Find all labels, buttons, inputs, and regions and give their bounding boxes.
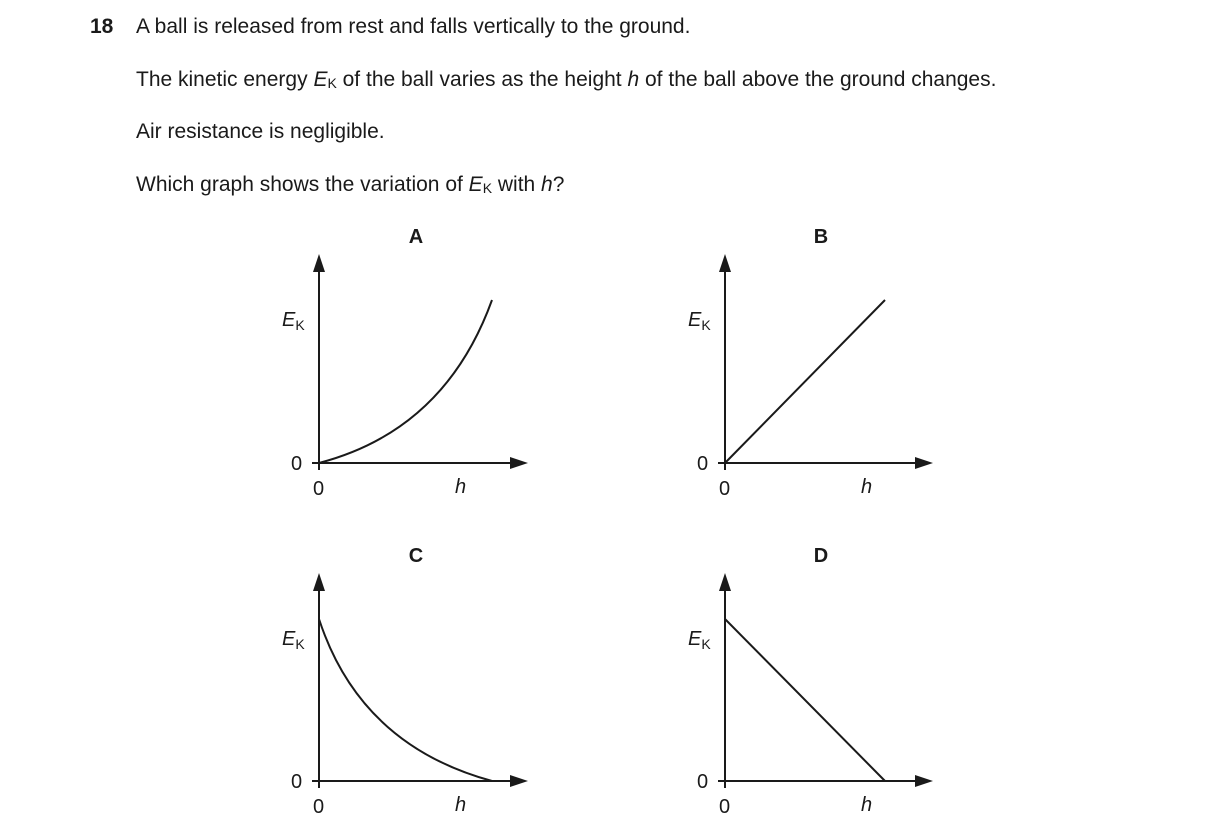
graph-c-y-label: $E_K$: [282, 628, 305, 652]
graph-c-x-arrow: [510, 775, 528, 787]
question-line-4: Which graph shows the variation of EK with h?: [136, 173, 565, 196]
graph-b-origin-x: 0: [719, 478, 731, 500]
graph-a-label: A: [408, 226, 424, 248]
question-number: 18: [90, 15, 114, 38]
graph-c-x-label: h: [455, 794, 467, 816]
graph-d-y-arrow: [719, 573, 731, 591]
graph-a-x-arrow: [510, 457, 528, 469]
graph-b-origin-y: 0: [697, 453, 709, 475]
graph-c-label: C: [408, 545, 424, 567]
graph-a-curve: [319, 300, 492, 463]
graph-d-label: D: [813, 545, 829, 567]
graph-d-origin-y: 0: [697, 771, 709, 793]
graph-d-origin-x: 0: [719, 796, 731, 818]
graph-d[interactable]: [688, 545, 933, 818]
graph-a-x-label: h: [455, 476, 467, 498]
graph-b[interactable]: [688, 226, 933, 500]
graph-d-line: [725, 619, 885, 781]
graph-a-origin-x: 0: [313, 478, 325, 500]
question-line-3: Air resistance is negligible.: [136, 120, 385, 143]
graph-d-x-label: h: [861, 794, 873, 816]
question-line-1: A ball is released from rest and falls vertically to the ground.: [136, 15, 691, 38]
graph-a-origin-y: 0: [291, 453, 303, 475]
graph-c-y-arrow: [313, 573, 325, 591]
graph-d-y-label: $E_K$: [688, 628, 711, 652]
graph-a[interactable]: [282, 226, 528, 500]
graph-c[interactable]: [282, 545, 528, 818]
graph-b-y-label: $E_K$: [688, 309, 711, 333]
graph-b-line: [725, 300, 885, 463]
graph-b-label: B: [813, 226, 829, 248]
graph-b-x-arrow: [915, 457, 933, 469]
graph-a-y-arrow: [313, 254, 325, 272]
graph-d-x-arrow: [915, 775, 933, 787]
graph-c-origin-x: 0: [313, 796, 325, 818]
graph-b-y-arrow: [719, 254, 731, 272]
graph-c-origin-y: 0: [291, 771, 303, 793]
graph-b-x-label: h: [861, 476, 873, 498]
question-line-2: The kinetic energy EK of the ball varies as the height h of the ball above the ground changes.: [136, 68, 997, 91]
graph-c-curve: [319, 619, 492, 781]
graph-a-y-label: $E_K$: [282, 309, 305, 333]
